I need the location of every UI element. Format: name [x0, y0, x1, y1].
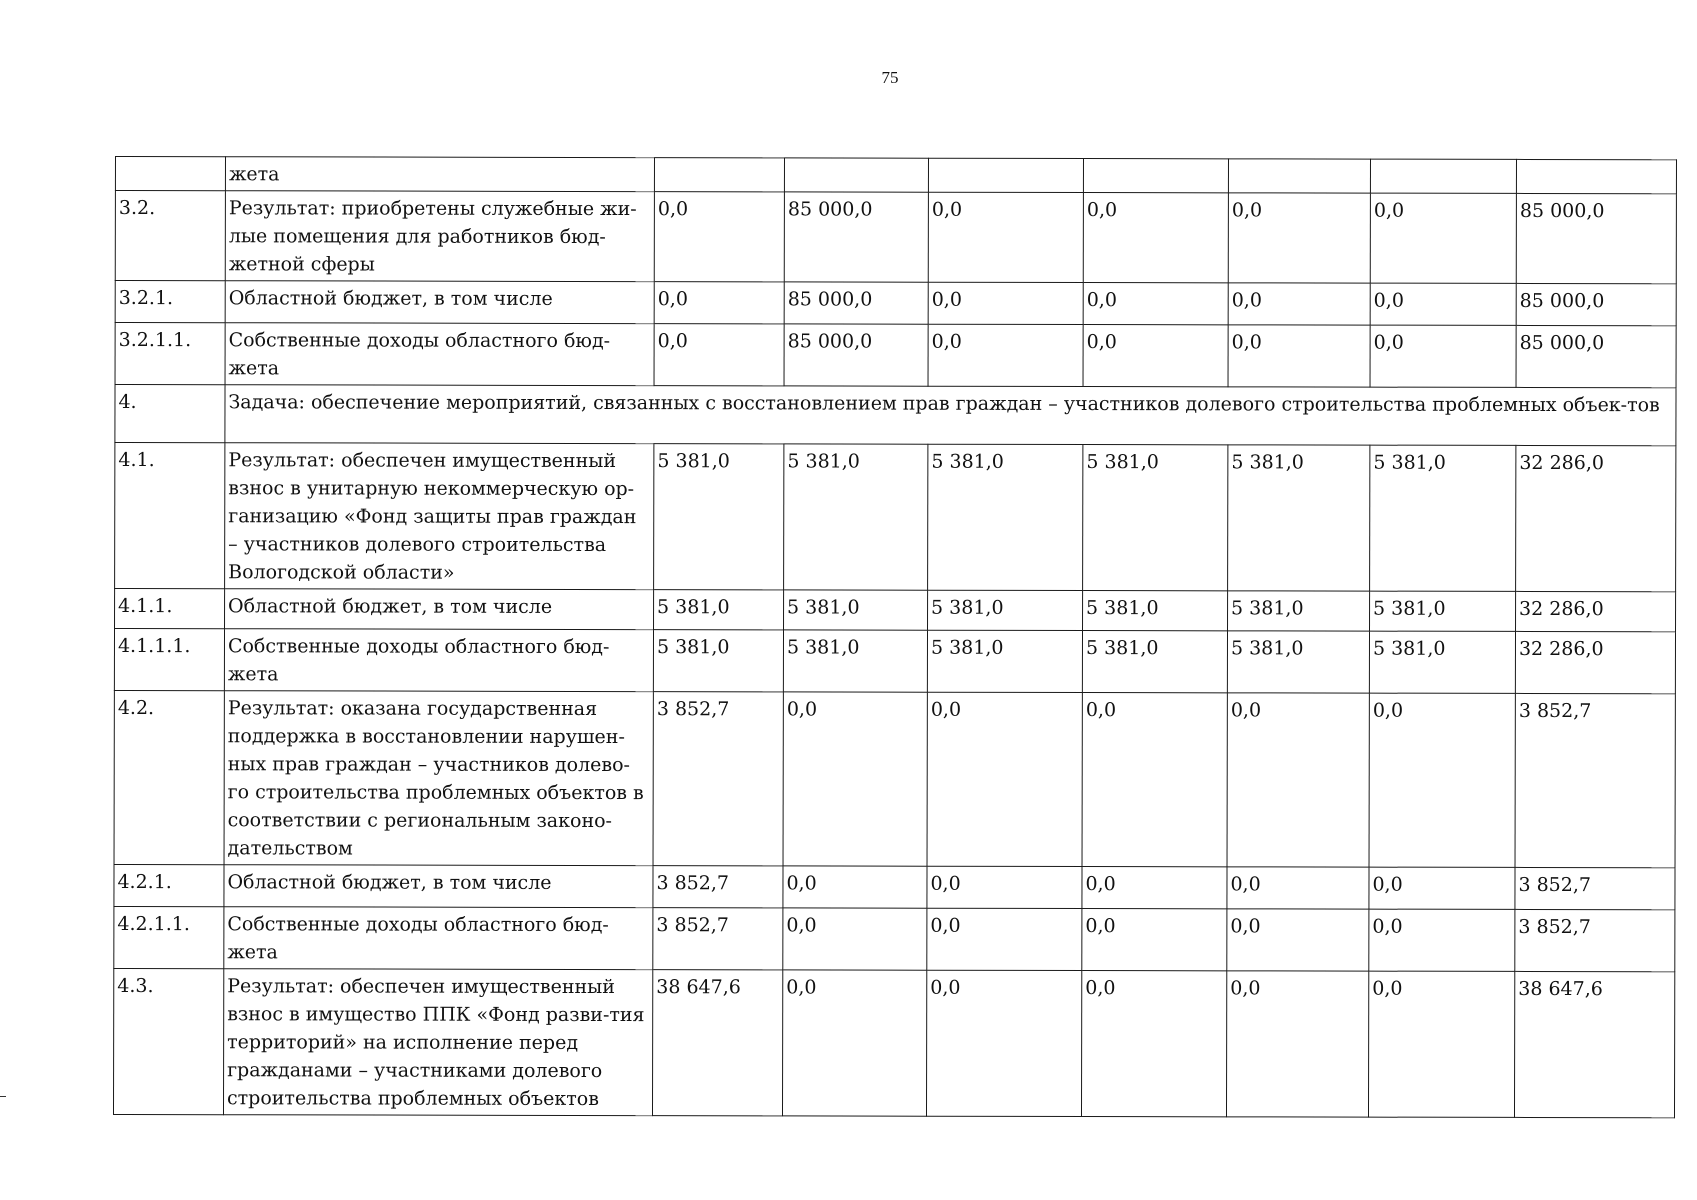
value-cell: 0,0 [1368, 971, 1514, 1117]
value-cell: 0,0 [928, 324, 1083, 386]
value-cell [1516, 159, 1676, 193]
value-cell: 5 381,0 [654, 590, 784, 630]
value-cell: 0,0 [783, 866, 927, 908]
value-cell: 5 381,0 [928, 444, 1083, 590]
value-cell: 0,0 [1227, 867, 1369, 909]
table-row [115, 385, 1676, 446]
value-cell: 38 647,6 [652, 970, 782, 1116]
value-cell: 0,0 [1083, 325, 1228, 387]
value-cell: 0,0 [1083, 283, 1228, 325]
value-cell: 32 286,0 [1516, 445, 1676, 591]
value-cell: 32 286,0 [1516, 591, 1676, 631]
value-cell: 0,0 [926, 970, 1081, 1116]
table-row [114, 864, 1675, 909]
value-cell: 85 000,0 [784, 192, 928, 282]
value-cell: 0,0 [1082, 909, 1227, 971]
value-cell: 0,0 [1082, 867, 1227, 909]
row-code: 4.2.1. [114, 864, 224, 906]
value-cell: 0,0 [927, 692, 1082, 866]
row-name: Собственные доходы областного бюд-жета [224, 629, 653, 692]
row-name: Областной бюджет, в том числе [224, 865, 653, 908]
value-cell: 3 852,7 [653, 692, 783, 866]
table-body [113, 157, 1676, 1118]
value-cell: 0,0 [928, 192, 1083, 282]
value-cell: 85 000,0 [784, 324, 928, 386]
value-cell: 0,0 [1369, 909, 1515, 971]
value-cell: 0,0 [1081, 971, 1226, 1117]
row-name: Результат: обеспечен имущественный взнос в имущество ППК «Фонд разви-тия территорий» на исполнение перед гражданами – участниками долевого строительства проблемных объектов [223, 969, 652, 1116]
value-cell: 0,0 [1227, 693, 1369, 867]
value-cell: 38 647,6 [1514, 971, 1674, 1117]
row-name: Собственные доходы областного бюд-жета [225, 323, 654, 386]
value-cell: 5 381,0 [653, 630, 783, 692]
value-cell: 3 852,7 [1515, 909, 1675, 971]
value-cell: 0,0 [783, 692, 927, 866]
table-row [114, 690, 1675, 867]
value-cell: 3 852,7 [653, 866, 783, 908]
value-cell: 5 381,0 [1228, 591, 1370, 631]
value-cell: 5 381,0 [1370, 591, 1516, 631]
value-cell: 0,0 [1227, 909, 1369, 971]
value-cell: 32 286,0 [1515, 631, 1675, 693]
value-cell: 0,0 [927, 866, 1082, 908]
value-cell: 85 000,0 [1516, 283, 1676, 325]
value-cell: 0,0 [1369, 693, 1515, 867]
budget-table [113, 156, 1677, 1118]
row-code: 4.1.1. [115, 589, 225, 629]
value-cell: 5 381,0 [784, 444, 928, 590]
row-name: Результат: оказана государственная поддержка в восстановлении нарушен-ных прав граждан – участников долево-го строительства проблемных объектов в соответствии с региональным законо-дательством [224, 691, 653, 866]
table-row [115, 157, 1676, 194]
value-cell [654, 158, 784, 192]
value-cell: 0,0 [927, 908, 1082, 970]
value-cell: 0,0 [654, 282, 784, 324]
value-cell: 5 381,0 [1228, 445, 1370, 591]
value-cell: 5 381,0 [1370, 445, 1516, 591]
table-row [115, 443, 1676, 592]
row-code [115, 157, 225, 191]
row-name: жета [225, 157, 654, 192]
table-row [115, 323, 1676, 388]
table-row [113, 968, 1674, 1117]
row-code: 3.2.1.1. [115, 323, 225, 385]
value-cell: 0,0 [783, 908, 927, 970]
value-cell: 0,0 [654, 192, 784, 282]
value-cell: 0,0 [1228, 283, 1370, 325]
row-name: Результат: обеспечен имущественный взнос в унитарную некоммерческую ор-ганизацию «Фонд защиты прав граждан – участников долевого строительства Вологодской области» [225, 443, 654, 590]
value-cell [1370, 159, 1516, 193]
row-name: Результат: приобретены служебные жи-лые помещения для работников бюд-жетной сферы [225, 191, 654, 282]
value-cell: 5 381,0 [784, 590, 928, 630]
value-cell: 5 381,0 [1369, 631, 1515, 693]
value-cell: 0,0 [1370, 325, 1516, 387]
table-row [115, 191, 1676, 284]
row-code: 4.3. [113, 968, 223, 1114]
value-cell [1083, 159, 1228, 193]
row-name: Областной бюджет, в том числе [225, 589, 654, 630]
value-cell: 0,0 [1228, 325, 1370, 387]
value-cell: 0,0 [1083, 193, 1228, 283]
value-cell: 0,0 [1226, 971, 1368, 1117]
row-code: 4.1.1.1. [114, 629, 224, 691]
table-row [115, 281, 1676, 326]
value-cell: 5 381,0 [928, 590, 1083, 630]
table-row [114, 629, 1675, 694]
row-code: 4.1. [115, 443, 225, 589]
value-cell: 3 852,7 [1515, 867, 1675, 909]
value-cell: 5 381,0 [1227, 631, 1369, 693]
row-code: 3.2.1. [115, 281, 225, 323]
row-code: 4.2.1.1. [114, 906, 224, 968]
value-cell: 0,0 [1082, 693, 1227, 867]
value-cell: 5 381,0 [1082, 631, 1227, 693]
value-cell: 0,0 [928, 282, 1083, 324]
value-cell: 5 381,0 [654, 444, 784, 590]
value-cell: 5 381,0 [1083, 445, 1228, 591]
value-cell: 0,0 [1370, 283, 1516, 325]
value-cell [928, 158, 1083, 192]
value-cell: 5 381,0 [1083, 591, 1228, 631]
table-row [115, 589, 1676, 632]
value-cell: 3 852,7 [653, 908, 783, 970]
value-cell: 85 000,0 [1516, 193, 1676, 283]
value-cell: 0,0 [1228, 193, 1370, 283]
value-cell [1228, 159, 1370, 193]
row-name: Задача: обеспечение мероприятий, связанных с восстановлением прав граждан – участников долевого строительства проблемных объек-тов [225, 385, 1676, 446]
value-cell: 0,0 [1370, 193, 1516, 283]
value-cell: 85 000,0 [784, 282, 928, 324]
table-row [114, 906, 1675, 971]
value-cell: 5 381,0 [783, 630, 927, 692]
row-name: Областной бюджет, в том числе [225, 281, 654, 324]
value-cell: 5 381,0 [927, 630, 1082, 692]
value-cell: 3 852,7 [1515, 693, 1675, 867]
value-cell: 0,0 [1369, 867, 1515, 909]
value-cell: 0,0 [654, 324, 784, 386]
page-number: 75 [881, 68, 899, 87]
margin-mark [0, 1096, 6, 1097]
row-name: Собственные доходы областного бюд-жета [224, 907, 653, 970]
row-code: 4. [115, 385, 225, 443]
row-code: 4.2. [114, 690, 224, 864]
value-cell: 85 000,0 [1516, 325, 1676, 387]
row-code: 3.2. [115, 191, 225, 281]
value-cell: 0,0 [782, 970, 926, 1116]
value-cell [784, 158, 928, 192]
